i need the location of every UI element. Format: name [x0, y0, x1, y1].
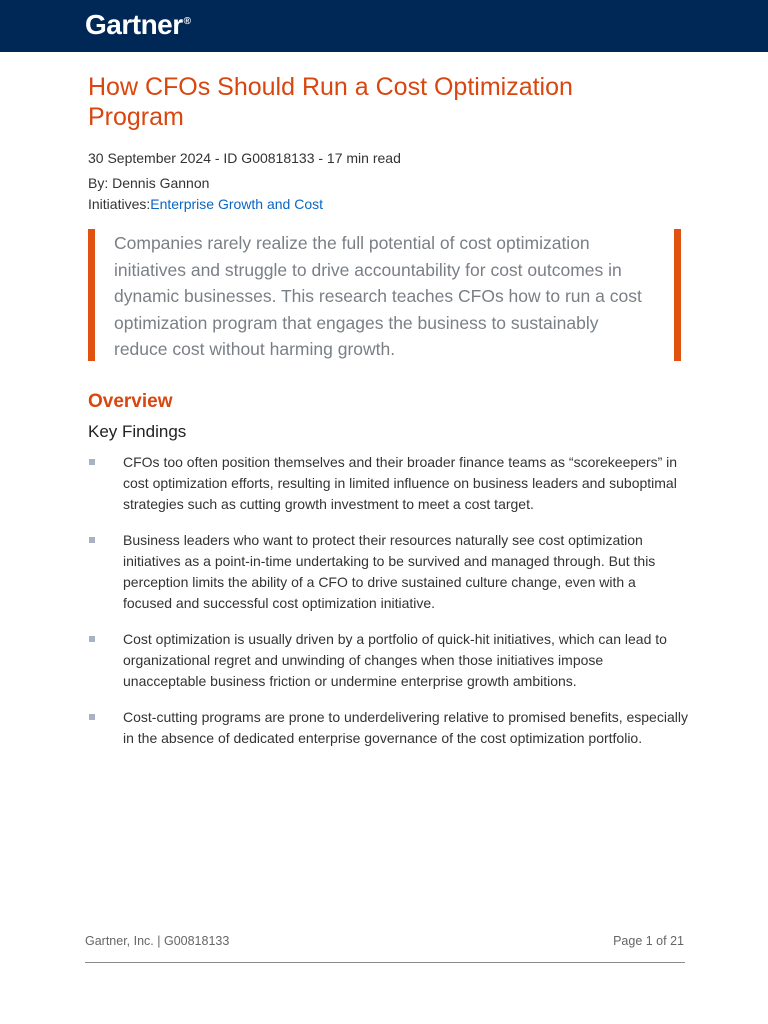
finding-text: Cost-cutting programs are prone to underdelivering relative to promised benefits, especially in the absence of dedicated enterprise governance of the cost optimization portfolio. [123, 709, 688, 746]
initiatives-link[interactable]: Enterprise Growth and Cost [150, 196, 323, 212]
registered-mark: ® [183, 16, 191, 27]
author-line: By: Dennis Gannon [88, 175, 210, 191]
key-findings-list [88, 452, 688, 764]
list-item [88, 629, 688, 692]
header-bar [0, 0, 768, 52]
summary-text: Companies rarely realize the full potential of cost optimization initiatives and struggle to drive accountability for cost outcomes in dynamic businesses. This research teaches CFOs how to run a cost optimization program that engages the business to sustainably reduce cost without harming growth. [114, 233, 642, 359]
initiatives-label: Initiatives: [88, 196, 151, 212]
finding-text: Business leaders who want to protect their resources naturally see cost optimization initiatives as a point-in-time undertaking to be survived and managed through. But this perception limits the ability of a CFO to drive sustained culture change, even with a focused and successful cost optimization initiative. [123, 532, 656, 611]
list-item [88, 452, 688, 515]
overview-heading: Overview [88, 391, 173, 412]
finding-text: Cost optimization is usually driven by a portfolio of quick-hit initiatives, which can lead to organizational regret and unwinding of changes when those initiatives impose unacceptable business friction or undermine enterprise growth ambitions. [123, 631, 667, 689]
square-bullet-icon [89, 537, 95, 543]
document-title: How CFOs Should Run a Cost Optimization Program [88, 73, 573, 131]
gartner-logo [85, 9, 191, 41]
square-bullet-icon [89, 714, 95, 720]
list-item [88, 707, 688, 749]
finding-text: CFOs too often position themselves and their broader finance teams as “scorekeepers” in cost optimization efforts, resulting in limited influence on business leaders and suboptimal strategies such as cutting growth investment to meet a cost target. [123, 454, 678, 512]
logo-text: Gartner [85, 9, 183, 40]
square-bullet-icon [89, 636, 95, 642]
date-line: 30 September 2024 - ID G00818133 - 17 min read [88, 150, 401, 166]
key-findings-heading: Key Findings [88, 422, 187, 441]
summary-callout [88, 229, 681, 361]
initiatives-line [88, 196, 323, 212]
footer-divider [85, 962, 685, 963]
square-bullet-icon [89, 459, 95, 465]
list-item [88, 530, 688, 614]
footer-page-number: Page 1 of 21 [613, 934, 684, 948]
footer-source: Gartner, Inc. | G00818133 [85, 934, 230, 948]
